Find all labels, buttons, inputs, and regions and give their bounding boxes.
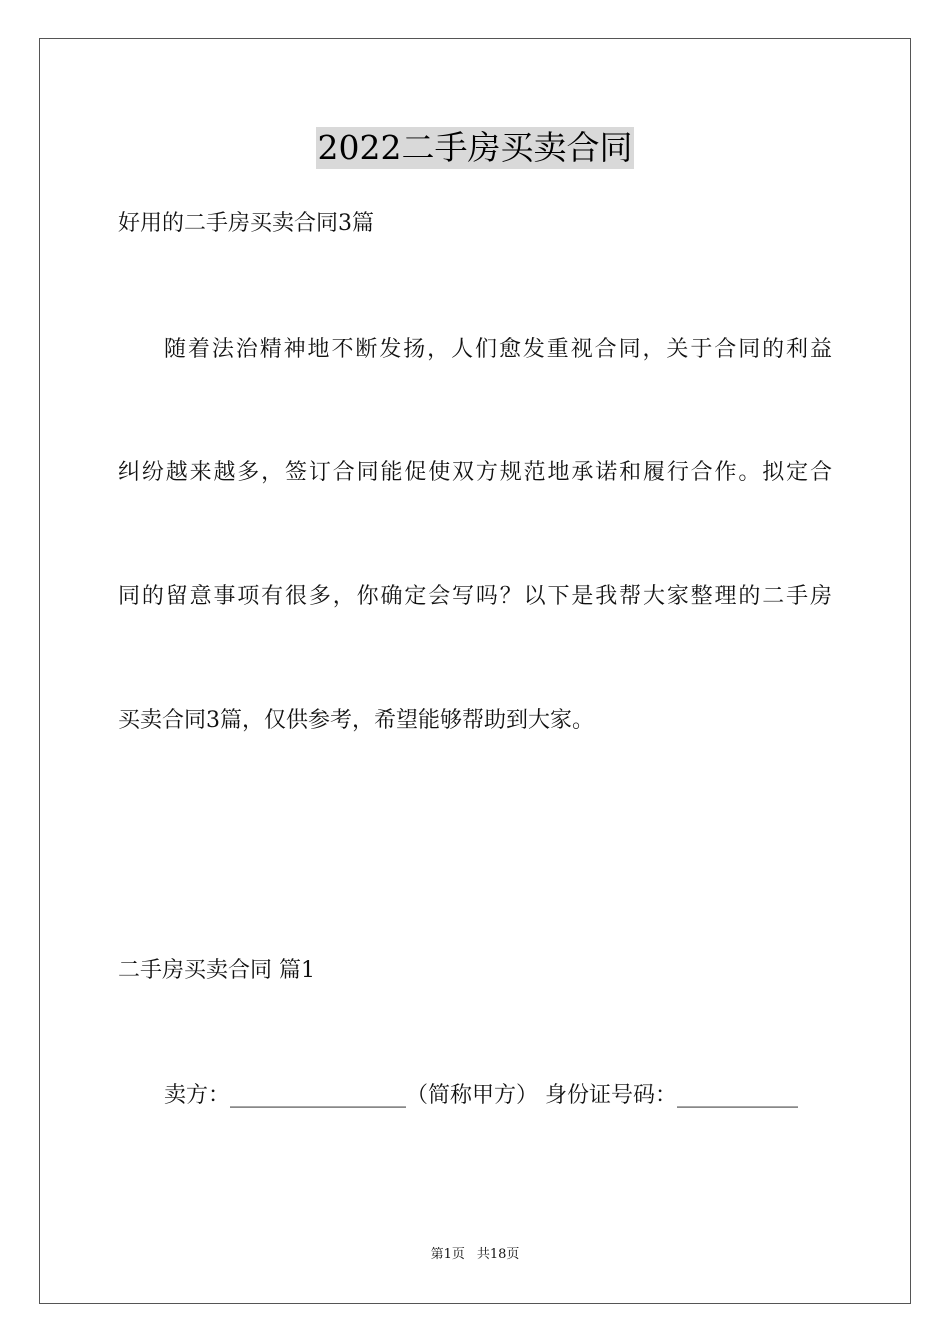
intro-line-3: 同的留意事项有很多，你确定会写吗？以下是我帮大家整理的二手房	[118, 584, 832, 609]
section-heading: 二手房买卖合同 篇1	[118, 958, 315, 983]
document-title: 2022二手房买卖合同	[317, 128, 633, 167]
document-subtitle: 好用的二手房买卖合同3篇	[118, 211, 374, 236]
page-number: 第1页	[430, 1247, 465, 1262]
intro-line-2: 纠纷越来越多，签订合同能促使双方规范地承诺和履行合作。拟定合	[118, 460, 832, 485]
page-total: 共18页	[476, 1247, 520, 1262]
page-footer	[0, 1246, 950, 1264]
seller-line: 卖方：________________（简称甲方） 身份证号码：___________	[164, 1083, 798, 1108]
intro-line-1: 随着法治精神地不断发扬，人们愈发重视合同，关于合同的利益	[164, 337, 832, 362]
intro-line-4: 买卖合同3篇，仅供参考，希望能够帮助到大家。	[118, 708, 594, 733]
title-container	[0, 127, 950, 169]
